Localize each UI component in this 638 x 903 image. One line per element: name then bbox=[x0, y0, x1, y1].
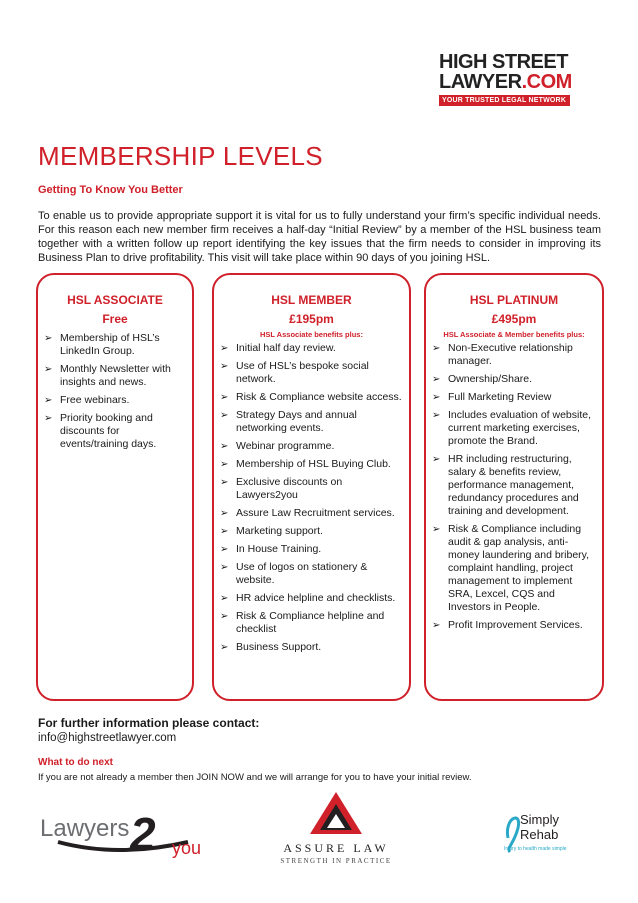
lawyers2you-suffix: you bbox=[172, 838, 202, 858]
assure-law-name: ASSURE LAW bbox=[283, 841, 389, 855]
benefit-text: Includes evaluation of website, current marketing exercises, promote the Brand. bbox=[448, 409, 592, 447]
arrow-bullet-icon: ➢ bbox=[220, 343, 229, 354]
benefit-item bbox=[218, 507, 403, 520]
tier-associate bbox=[36, 273, 194, 701]
tier-name: HSL ASSOCIATE bbox=[67, 293, 163, 307]
benefit-item bbox=[218, 525, 403, 538]
benefit-item bbox=[430, 619, 596, 632]
arrow-bullet-icon: ➢ bbox=[432, 454, 441, 465]
simply-rehab-line1: Simply bbox=[520, 812, 560, 827]
arrow-bullet-icon: ➢ bbox=[220, 544, 229, 555]
benefit-text: In House Training. bbox=[236, 543, 322, 555]
arrow-bullet-icon: ➢ bbox=[432, 374, 441, 385]
logo-line2: LAWYER.COM bbox=[439, 71, 572, 93]
benefit-item bbox=[430, 523, 596, 614]
lawyers2you-logo bbox=[38, 812, 213, 862]
benefit-item bbox=[42, 412, 186, 451]
arrow-bullet-icon: ➢ bbox=[44, 395, 53, 406]
arrow-bullet-icon: ➢ bbox=[220, 361, 229, 372]
benefit-text: Priority booking and discounts for events/training days. bbox=[60, 412, 157, 450]
benefit-item bbox=[218, 592, 403, 605]
arrow-bullet-icon: ➢ bbox=[220, 611, 229, 622]
tier-benefits-list bbox=[38, 332, 192, 451]
benefit-text: Monthly Newsletter with insights and news. bbox=[60, 363, 171, 388]
arrow-bullet-icon: ➢ bbox=[220, 526, 229, 537]
benefit-item bbox=[42, 394, 186, 407]
benefit-item bbox=[430, 391, 596, 404]
benefit-text: Exclusive discounts on Lawyers2you bbox=[236, 476, 343, 501]
arrow-bullet-icon: ➢ bbox=[220, 562, 229, 573]
tier-platinum bbox=[424, 273, 604, 701]
benefit-text: Marketing support. bbox=[236, 525, 323, 537]
benefit-item bbox=[42, 332, 186, 358]
benefit-item bbox=[430, 409, 596, 448]
benefit-text: Non-Executive relationship manager. bbox=[448, 342, 573, 367]
benefit-item bbox=[430, 453, 596, 518]
intro-paragraph: To enable us to provide appropriate support it is vital for us to fully understand your firm’s specific individual needs. For this reason each new member firm receives a half-day “Initial Review” by a member of the HSL business team together with a written follow up report identifying the key issues that the firm needs to consider in improving its Business Plan to drive profitability. This visit will take place within 90 days of you joining HSL. bbox=[38, 210, 601, 264]
lawyers2you-numeral: 2 bbox=[130, 812, 156, 860]
arrow-bullet-icon: ➢ bbox=[432, 620, 441, 631]
arrow-bullet-icon: ➢ bbox=[220, 508, 229, 519]
benefit-text: Risk & Compliance including audit & gap analysis, anti-money laundering and bribery, complaint handling, project management to implement SRA, Lexcel, CQS and Investors in People. bbox=[448, 523, 590, 613]
lawyers2you-word: Lawyers bbox=[40, 815, 130, 842]
benefit-text: Ownership/Share. bbox=[448, 373, 533, 385]
benefit-text: Membership of HSL’s LinkedIn Group. bbox=[60, 332, 160, 357]
contact-email-link[interactable]: info@highstreetlawyer.com bbox=[38, 732, 177, 744]
next-steps-text: If you are not already a member then JOIN NOW and we will arrange for you to have your initial review. bbox=[38, 772, 472, 783]
benefit-text: Business Support. bbox=[236, 641, 322, 653]
assure-law-logo bbox=[266, 790, 406, 865]
benefit-item bbox=[430, 373, 596, 386]
arrow-bullet-icon: ➢ bbox=[44, 413, 53, 424]
benefit-item bbox=[218, 360, 403, 386]
arrow-bullet-icon: ➢ bbox=[220, 441, 229, 452]
benefit-text: Profit Improvement Services. bbox=[448, 619, 583, 631]
tier-price: £495pm bbox=[491, 312, 537, 326]
arrow-bullet-icon: ➢ bbox=[220, 410, 229, 421]
simply-rehab-logo bbox=[502, 808, 572, 854]
tier-benefits-list bbox=[214, 342, 409, 654]
arrow-bullet-icon: ➢ bbox=[44, 333, 53, 344]
arrow-bullet-icon: ➢ bbox=[220, 459, 229, 470]
benefit-text: Webinar programme. bbox=[236, 440, 335, 452]
benefit-item bbox=[42, 363, 186, 389]
benefit-text: Use of logos on stationery & website. bbox=[236, 561, 368, 586]
tier-name: HSL PLATINUM bbox=[469, 293, 559, 307]
arrow-bullet-icon: ➢ bbox=[432, 392, 441, 403]
benefit-item bbox=[218, 641, 403, 654]
simply-rehab-tagline: Injury to health made simple bbox=[504, 846, 567, 852]
benefits-label: HSL Associate & Member benefits plus: bbox=[443, 330, 585, 339]
benefit-text: HR including restructuring, salary & benefits review, performance management, redundancy procedures and training and development. bbox=[448, 453, 579, 517]
benefit-item bbox=[218, 543, 403, 556]
arrow-bullet-icon: ➢ bbox=[44, 364, 53, 375]
subtitle: Getting To Know You Better bbox=[38, 184, 183, 196]
benefit-text: HR advice helpline and checklists. bbox=[236, 592, 396, 604]
benefit-text: Initial half day review. bbox=[236, 342, 336, 354]
arrow-bullet-icon: ➢ bbox=[432, 524, 441, 535]
benefit-item bbox=[218, 610, 403, 636]
next-steps-heading: What to do next bbox=[38, 757, 113, 768]
arrow-bullet-icon: ➢ bbox=[432, 343, 441, 354]
tier-price: £195pm bbox=[289, 312, 334, 326]
arrow-bullet-icon: ➢ bbox=[220, 477, 229, 488]
benefit-item bbox=[218, 458, 403, 471]
arrow-bullet-icon: ➢ bbox=[220, 392, 229, 403]
contact-heading: For further information please contact: bbox=[38, 716, 260, 730]
benefits-label: HSL Associate benefits plus: bbox=[260, 330, 363, 339]
arrow-bullet-icon: ➢ bbox=[432, 410, 441, 421]
benefit-text: Assure Law Recruitment services. bbox=[236, 507, 395, 519]
logo-line1: HIGH STREET bbox=[439, 51, 568, 73]
tier-member bbox=[212, 273, 411, 701]
benefit-text: Free webinars. bbox=[60, 394, 130, 406]
benefit-item bbox=[218, 391, 403, 404]
benefit-text: Full Marketing Review bbox=[448, 391, 552, 403]
tier-price: Free bbox=[102, 312, 128, 326]
benefit-item bbox=[430, 342, 596, 368]
assure-law-triangle-icon bbox=[308, 790, 364, 836]
benefit-item bbox=[218, 409, 403, 435]
page-title: MEMBERSHIP LEVELS bbox=[38, 141, 323, 171]
benefit-item bbox=[218, 440, 403, 453]
assure-law-tagline: STRENGTH IN PRACTICE bbox=[280, 857, 392, 865]
high-street-lawyer-logo bbox=[439, 52, 570, 118]
benefit-item bbox=[218, 561, 403, 587]
simply-rehab-line2: Rehab bbox=[520, 827, 559, 842]
benefit-text: Use of HSL’s bespoke social network. bbox=[236, 360, 369, 385]
benefit-item bbox=[218, 342, 403, 355]
benefit-text: Membership of HSL Buying Club. bbox=[236, 458, 391, 470]
tier-benefits-list bbox=[426, 342, 602, 632]
benefit-text: Risk & Compliance website access. bbox=[236, 391, 402, 403]
tier-name: HSL MEMBER bbox=[271, 293, 352, 307]
benefit-text: Strategy Days and annual networking events. bbox=[236, 409, 357, 434]
benefit-item bbox=[218, 476, 403, 502]
benefit-text: Risk & Compliance helpline and checklist bbox=[236, 610, 385, 635]
arrow-bullet-icon: ➢ bbox=[220, 642, 229, 653]
arrow-bullet-icon: ➢ bbox=[220, 593, 229, 604]
logo-tagline: YOUR TRUSTED LEGAL NETWORK bbox=[439, 95, 570, 106]
